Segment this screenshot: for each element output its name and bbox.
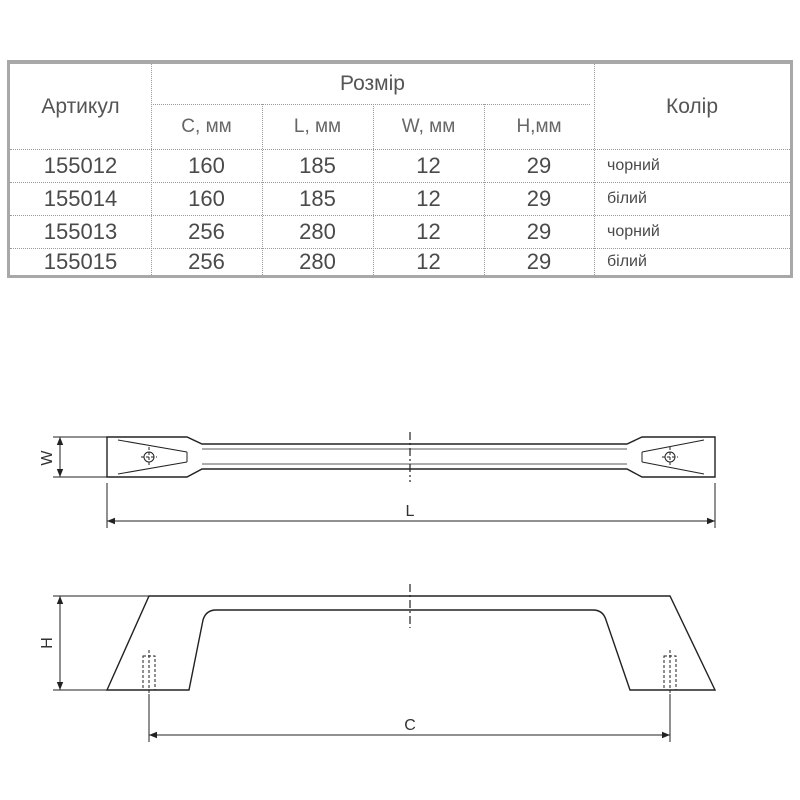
dimension-w [53, 437, 107, 477]
subheader-l: L, мм [293, 115, 342, 137]
cell-l: 280 [299, 218, 336, 244]
cell-c: 256 [188, 249, 225, 274]
cell-article: 155014 [43, 185, 118, 211]
cell-h: 29 [526, 249, 552, 274]
cell-h: 29 [526, 152, 552, 178]
cell-color: чорний [607, 156, 660, 174]
cell-c: 160 [188, 185, 225, 211]
header-article: Артикул [41, 94, 120, 118]
label-h: H [39, 637, 56, 649]
cell-w: 12 [416, 249, 441, 274]
cell-color: чорний [607, 222, 660, 240]
cell-l: 185 [299, 185, 336, 211]
cell-l: 280 [299, 249, 336, 274]
handle-top-view [107, 437, 715, 477]
label-c: C [404, 717, 416, 734]
cell-w: 12 [416, 185, 441, 211]
cell-color: білий [607, 189, 647, 207]
cell-article: 155012 [43, 152, 118, 178]
header-color: Колір [665, 94, 719, 118]
cell-h: 29 [526, 218, 552, 244]
cell-w: 12 [416, 152, 441, 178]
label-l: L [405, 503, 415, 520]
cell-article: 155013 [43, 218, 118, 244]
label-w: W [39, 450, 56, 466]
header-size: Розмір [340, 72, 405, 95]
subheader-w: W, мм [401, 115, 456, 137]
cell-c: 160 [188, 152, 225, 178]
cell-h: 29 [526, 185, 552, 211]
cell-c: 256 [188, 218, 225, 244]
cell-color: білий [607, 253, 647, 270]
cell-w: 12 [416, 218, 441, 244]
cell-article: 155015 [43, 249, 118, 274]
cell-l: 185 [299, 152, 336, 178]
subheader-c: C, мм [181, 115, 232, 137]
handle-side-view [107, 596, 715, 690]
subheader-h: H,мм [516, 115, 562, 137]
